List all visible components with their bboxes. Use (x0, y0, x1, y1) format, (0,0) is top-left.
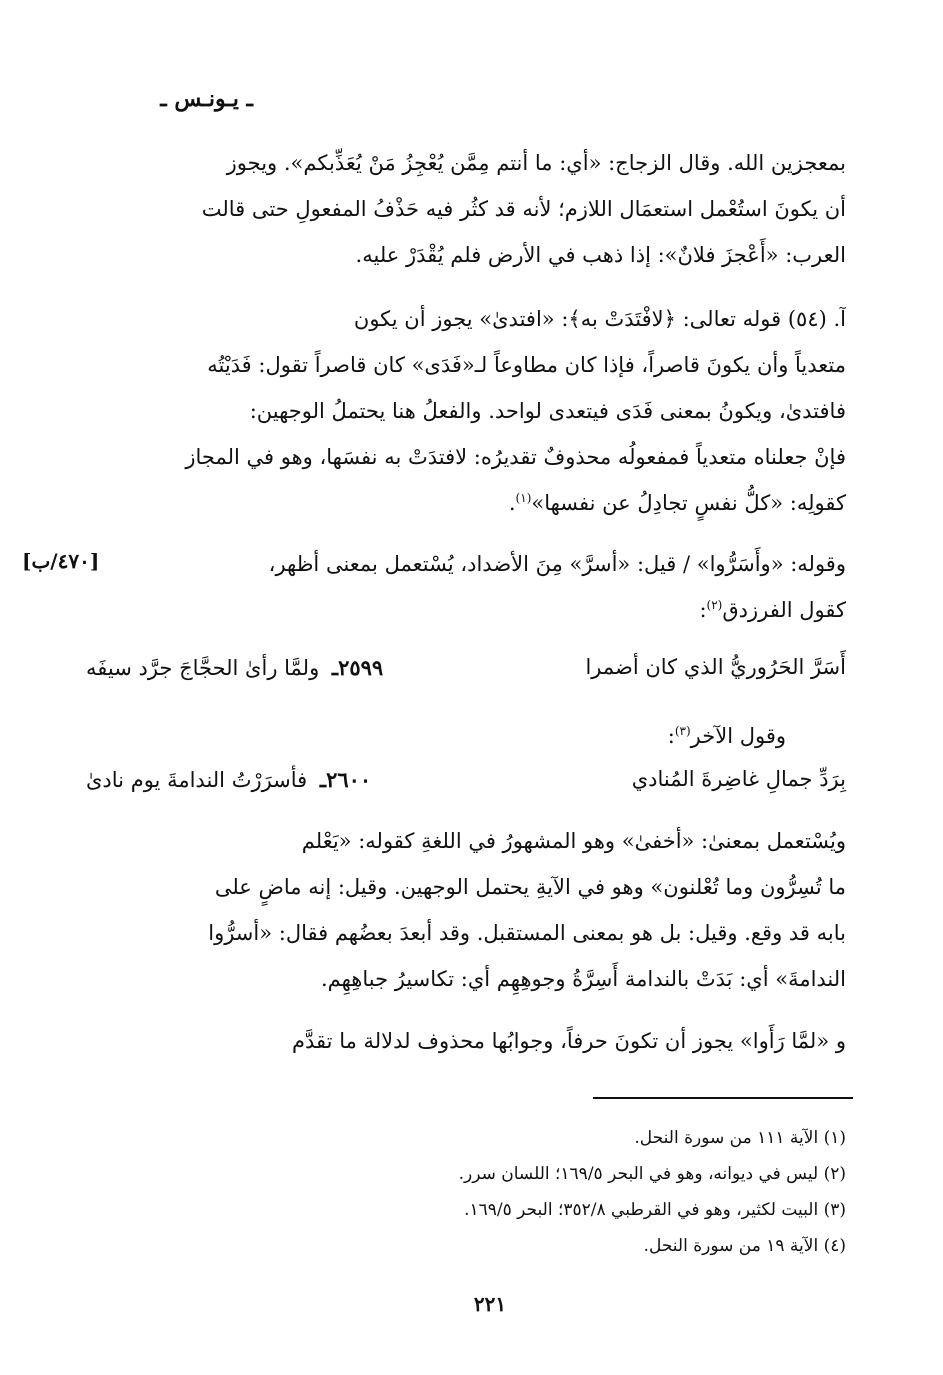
paragraph-4 (146, 818, 846, 1002)
manuscript-folio-ref: [٤٧٠/ب] (22, 549, 100, 573)
footnotes (146, 1120, 846, 1264)
paragraph-2 (146, 296, 846, 526)
verse-number: ٢٥٩٩ـ (331, 655, 384, 680)
paragraph-3-line: وقوله: «وأَسَرُّوا» / قيل: «أسرَّ» مِنَ الأضداد، يُسْتعمل بمعنى أظهر، (268, 552, 846, 576)
footnote-divider (593, 1097, 853, 1099)
footnote-ref-3: (٣) (674, 724, 691, 738)
paragraph-1 (146, 140, 846, 278)
paragraph-4-line: الندامةَ» أي: بَدَتْ بالندامة أَسِرَّةُ وجوهِهِم أي: تكاسيرُ جباهِهِم. (320, 967, 846, 991)
paragraph-1-line: أن يكونَ استُعْمل استعمَال اللازم؛ لأنه قد كثُر فيه حَذْفُ المفعولِ حتى قالت (201, 197, 846, 221)
paragraph-3-line: كقول الفرزدق$^{(٢)}$: (699, 598, 846, 622)
footnote-item: (١) الآية ١١١ من سورة النحل. (634, 1128, 846, 1148)
verse-hemistich-2: بِرَدِّ جمالِ غاضِرةَ المُنادي (631, 767, 846, 791)
footnote-item: (٢) ليس في ديوانه، وهو في البحر ١٦٩/٥؛ اللسان سرر. (458, 1164, 846, 1184)
verse-number: ٢٦٠٠ـ (319, 767, 372, 792)
verse-hemistich-1-text: ولمَّا رأىٰ الحجَّاجَ جرَّد سيفَه (86, 656, 320, 680)
paragraph-4-line: ما تُسِرُّون وما تُعْلنون» وهو في الآيةِ يحتمل الوجهين. وقيل: إنه ماضٍ على (214, 875, 846, 899)
footnote-ref-2: (٢) (706, 598, 723, 612)
paragraph-2-last-text: كقولِه: «كلُّ نفسٍ تجادِلُ عن نفسها» (531, 491, 846, 515)
footnote-item: (٣) البيت لكثير، وهو في القرطبي ٣٥٢/٨؛ البحر ١٦٩/٥. (464, 1200, 846, 1220)
paragraph-5-line: و «لمَّا رَأَوا» يجوز أن تكونَ حرفاً، وجوابُها محذوف لدلالة ما تقدَّم (292, 1029, 846, 1053)
paragraph-1-line: العرب: «أَعْجزَ فلانٌ»: إذا ذهب في الأرض فلم يُقْدَرْ عليه. (355, 243, 846, 267)
verse-intro-line: وقول الآخر$^{(٣)}$: (667, 724, 786, 748)
paragraph-2-line: كقولِه: «كلُّ نفسٍ تجادِلُ عن نفسها»$^{(١)}$. (508, 491, 846, 515)
paragraph-2-line: فافتدىٰ، ويكونُ بمعنى فَدَى فيتعدى لواحد. والفعلُ هنا يحتملُ الوجهين: (249, 399, 846, 423)
verse-hemistich-1 (86, 655, 383, 680)
page-header: ـ يـونـس ـ (160, 86, 253, 112)
paragraph-4-line: ويُسْتعمل بمعنىٰ: «أخفىٰ» وهو المشهورُ في اللغةِ كقوله: «يَعْلم (301, 829, 846, 853)
paragraph-1-line: بمعجزين الله. وقال الزجاج: «أي: ما أنتم مِمَّن يُعْجِزُ مَنْ يُعَذِّبكم». ويجوز (226, 151, 846, 175)
paragraph-5 (146, 1018, 846, 1064)
page-number: ٢٢١ (473, 1292, 507, 1316)
footnote-item: (٤) الآية ١٩ من سورة النحل. (643, 1236, 846, 1256)
paragraph-2-line: فإنْ جعلناه متعدياً فمفعولُه محذوفٌ تقديرُه: لافتدَتْ به نفسَها، وهو في المجاز (185, 445, 846, 469)
verse-intro (146, 713, 846, 759)
verse-hemistich-2: أَسَرَّ الحَرُوريُّ الذي كان أضمرا (585, 655, 846, 679)
verse-hemistich-1-text: فأسرَرْتُ الندامةَ يوم نادىٰ (86, 768, 308, 792)
paragraph-3-last-text: كقول الفرزدق (722, 598, 846, 622)
verse-intro-text: وقول الآخر (690, 724, 786, 748)
verse-2599 (86, 655, 846, 680)
paragraph-4-line: بابه قد وقع. وقيل: بل هو بمعنى المستقبل. وقد أبعدَ بعضُهم فقال: «أسرُّوا (208, 921, 846, 945)
paragraph-2-line: متعدياً وأن يكونَ قاصراً، فإذا كان مطاوعاً لـ«فَدَى» كان قاصراً تقول: فَدَيْتُه (207, 353, 846, 377)
footnote-ref-1: (١) (515, 491, 532, 505)
verse-2600 (86, 767, 846, 792)
paragraph-3 (146, 541, 846, 633)
paragraph-2-line: آ. (٥٤) قوله تعالى: ﴿لافْتَدَتْ به﴾: «افتدىٰ» يجوز أن يكون (353, 307, 846, 331)
verse-hemistich-1 (86, 767, 371, 792)
